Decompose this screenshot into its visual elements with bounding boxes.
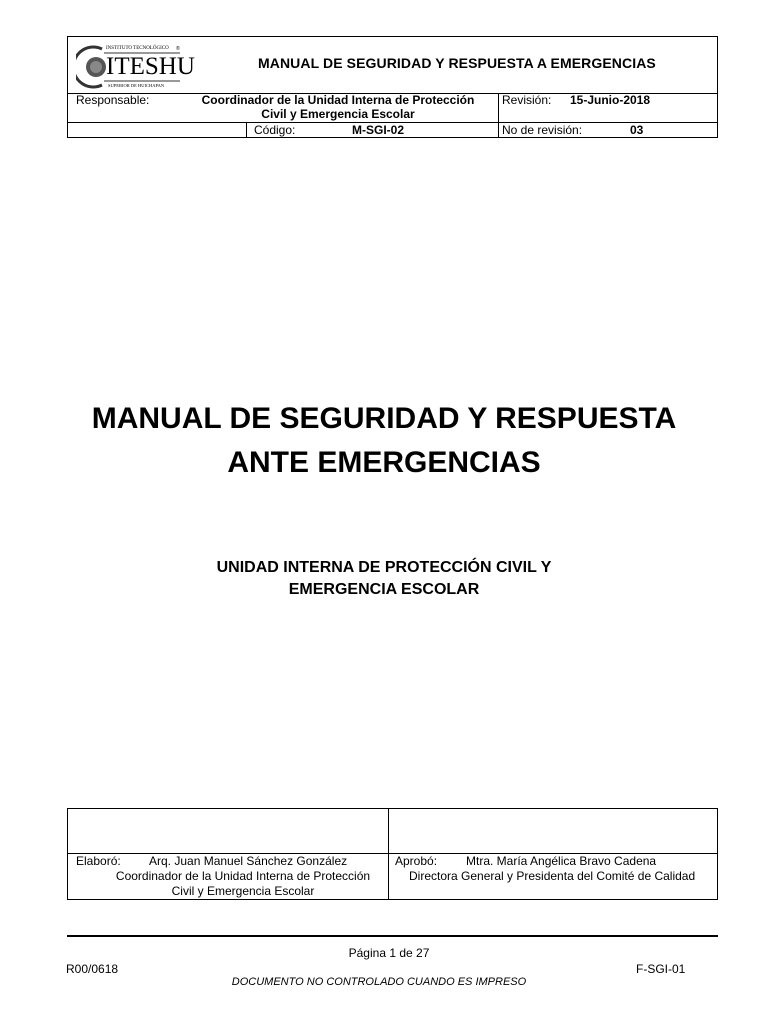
codigo-value: M-SGI-02 <box>352 123 405 137</box>
revision-value: 15-Junio-2018 <box>570 93 651 107</box>
codigo-label: Código: <box>254 123 296 137</box>
sub-title-line2: EMERGENCIA ESCOLAR <box>288 581 480 598</box>
logo-bottom-text: SUPERIOR DE HUICHAPAN <box>108 83 165 88</box>
signature-table <box>67 808 718 900</box>
page-number: Página 1 de 27 <box>348 946 430 960</box>
main-title-line1: MANUAL DE SEGURIDAD Y RESPUESTA <box>91 402 677 435</box>
footer-left-code: R00/0618 <box>66 962 119 976</box>
responsable-value-line2: Civil y Emergencia Escolar <box>261 107 415 121</box>
footer-right-code: F-SGI-01 <box>636 962 686 976</box>
logo-registered-mark: ® <box>176 46 180 52</box>
footer-notice: DOCUMENTO NO CONTROLADO CUANDO ES IMPRESO <box>231 976 527 988</box>
logo-top-text: INSTITUTO TECNOLÓGICO <box>106 46 169 51</box>
header-table <box>67 36 718 138</box>
elaboro-label: Elaboró: <box>76 854 121 868</box>
aprobo-name: Mtra. María Angélica Bravo Cadena <box>466 854 657 868</box>
sub-title-line1: UNIDAD INTERNA DE PROTECCIÓN CIVIL Y <box>216 559 552 576</box>
aprobo-label: Aprobó: <box>395 854 438 868</box>
header-title: MANUAL DE SEGURIDAD Y RESPUESTA A EMERGENCIAS <box>258 55 656 71</box>
header-divider <box>246 122 247 137</box>
elaboro-name: Arq. Juan Manuel Sánchez González <box>149 854 348 868</box>
footer-rule <box>67 935 718 937</box>
logo-name: ITESHU <box>106 53 195 80</box>
revision-label: Revisión: <box>502 93 552 107</box>
header-divider <box>498 93 499 137</box>
aprobo-role: Directora General y Presidenta del Comité de Calidad <box>409 869 696 883</box>
elaboro-role-line1: Coordinador de la Unidad Interna de Protección <box>115 869 371 883</box>
iteshu-logo <box>76 43 195 91</box>
responsable-value-line1: Coordinador de la Unidad Interna de Protección <box>201 93 475 107</box>
elaboro-role-line2: Civil y Emergencia Escolar <box>171 884 315 898</box>
no-revision-value: 03 <box>630 123 644 137</box>
no-revision-label: No de revisión: <box>502 123 583 137</box>
main-title-line2: ANTE EMERGENCIAS <box>227 446 541 479</box>
signature-divider <box>388 809 389 899</box>
responsable-label: Responsable: <box>76 93 150 107</box>
